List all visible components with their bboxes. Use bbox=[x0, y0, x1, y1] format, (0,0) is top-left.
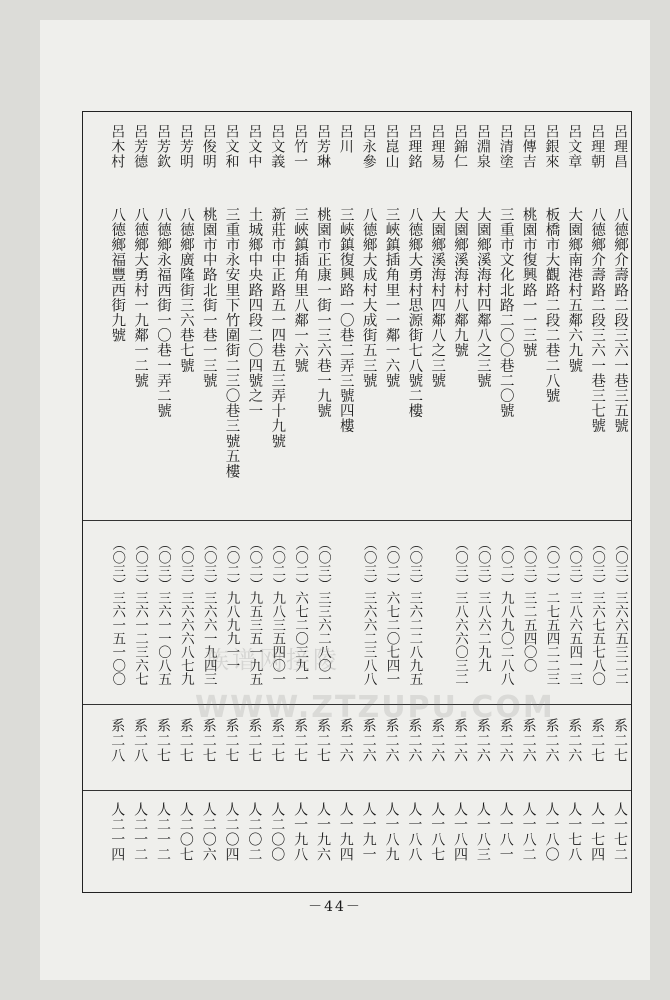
entry-phone: （〇二）九八九〇二八八 bbox=[497, 537, 514, 686]
entry-address: 大園鄉溪海村八鄰九號 bbox=[452, 207, 469, 358]
entry-address: 大園鄉南港村五鄰六九號 bbox=[566, 207, 583, 374]
entry-phone: （〇二）六七二〇七四一 bbox=[383, 537, 400, 686]
entry-column bbox=[175, 112, 197, 892]
entry-generation: 系二七 bbox=[200, 718, 217, 763]
entry-phone: （〇三）三六六二三八八 bbox=[360, 537, 377, 686]
entry-phone: （〇三）三八六六〇三二 bbox=[452, 537, 469, 686]
genealogy-table bbox=[82, 111, 632, 893]
entry-column bbox=[495, 112, 517, 892]
entry-phone: （〇二）二七五四二二三 bbox=[543, 537, 560, 686]
entry-column bbox=[198, 112, 220, 892]
entry-column bbox=[289, 112, 311, 892]
entry-rank: 人二〇〇 bbox=[269, 802, 286, 862]
entry-phone: （〇二）六七二〇三九一 bbox=[292, 537, 309, 686]
entry-column bbox=[312, 112, 334, 892]
entry-name: 呂芳德 bbox=[132, 124, 149, 169]
entry-phone: （〇三）三六六五三二二 bbox=[612, 537, 628, 686]
entry-column bbox=[540, 112, 562, 892]
entry-rank: 人一七八 bbox=[566, 802, 583, 862]
entry-address: 三重市永安里下竹圍街二三〇巷三號五樓 bbox=[223, 207, 240, 479]
entry-generation: 系二六 bbox=[360, 718, 377, 763]
entry-rank: 人一七四 bbox=[589, 802, 606, 862]
entry-name: 呂芳琳 bbox=[314, 124, 331, 169]
entry-name: 呂理昌 bbox=[612, 124, 628, 169]
entry-address: 八德鄉大成村大成街五三號 bbox=[360, 207, 377, 389]
entry-column bbox=[266, 112, 288, 892]
entry-address: 桃園市中路北街一巷一三號 bbox=[200, 207, 217, 389]
entry-column bbox=[563, 112, 585, 892]
entry-column bbox=[586, 112, 608, 892]
entry-rank: 人二〇七 bbox=[177, 802, 194, 862]
entry-generation: 系二七 bbox=[314, 718, 331, 763]
entry-rank: 人二一二 bbox=[155, 802, 171, 862]
entry-name: 呂理朝 bbox=[589, 124, 606, 169]
entry-generation: 系二六 bbox=[543, 718, 560, 763]
entry-address: 新莊市中正路五一四巷五三弄十九號 bbox=[269, 207, 286, 449]
entry-phone: （〇二）九五三五一九五 bbox=[246, 537, 263, 686]
entry-address: 桃園市復興路一一三號 bbox=[520, 207, 537, 358]
entry-rank: 人一九一 bbox=[360, 802, 377, 862]
entry-column bbox=[335, 112, 357, 892]
entry-address: 八德鄉廣隆街三六巷七號 bbox=[177, 207, 194, 374]
entry-phone: （〇二）九八九九一一 bbox=[223, 537, 240, 672]
entry-name: 呂竹一 bbox=[292, 124, 309, 169]
entry-name: 呂文和 bbox=[223, 124, 240, 169]
entry-rank: 人二〇四 bbox=[223, 802, 240, 862]
entry-address: 大園鄉溪海村四鄰八之三號 bbox=[429, 207, 446, 389]
entry-rank: 人一九六 bbox=[314, 802, 331, 862]
entry-column bbox=[381, 112, 403, 892]
entry-phone: （〇三）三六七五七八〇 bbox=[589, 537, 606, 686]
entry-generation: 系二八 bbox=[132, 718, 149, 763]
entry-phone: （〇三）三六一一〇八五 bbox=[155, 537, 171, 686]
entry-generation: 系二六 bbox=[474, 718, 491, 763]
entry-phone: （〇三）三六六六八七九 bbox=[177, 537, 194, 686]
entry-generation: 系二六 bbox=[337, 718, 354, 763]
entry-rank: 人一八〇 bbox=[543, 802, 560, 862]
entry-name: 呂淵泉 bbox=[474, 124, 491, 169]
entry-address: 八德鄉大勇村一九鄰一二號 bbox=[132, 207, 149, 389]
entry-generation: 系二六 bbox=[452, 718, 469, 763]
entry-rank: 人一八二 bbox=[520, 802, 537, 862]
entry-column bbox=[609, 112, 631, 892]
entry-rank: 人一八一 bbox=[497, 802, 514, 862]
entry-address: 三重市文化北路二〇〇巷二〇號 bbox=[497, 207, 514, 419]
entry-column bbox=[518, 112, 540, 892]
entry-name: 呂文義 bbox=[269, 124, 286, 169]
entry-name: 呂錦仁 bbox=[452, 124, 469, 169]
entry-column bbox=[358, 112, 380, 892]
entry-rank: 人一八七 bbox=[429, 802, 446, 862]
entry-generation: 系二七 bbox=[589, 718, 606, 763]
entry-generation: 系二六 bbox=[520, 718, 537, 763]
entry-address: 大園鄉溪海村四鄰八之三號 bbox=[474, 207, 491, 389]
entry-rank: 人二一二 bbox=[132, 802, 149, 862]
entry-name: 呂永參 bbox=[360, 124, 377, 169]
entry-rank: 人二一四 bbox=[109, 802, 126, 862]
entry-name: 呂理易 bbox=[429, 124, 446, 169]
entry-address: 八德鄉大勇村思源街七八號二樓 bbox=[406, 207, 423, 419]
entry-phone: （〇三）三六二二八九五 bbox=[406, 537, 423, 686]
entry-generation: 系二七 bbox=[246, 718, 263, 763]
page-number: －44－ bbox=[308, 899, 362, 915]
entry-rank: 人一八九 bbox=[383, 802, 400, 862]
entry-column bbox=[243, 112, 265, 892]
entry-rank: 人一九四 bbox=[337, 802, 354, 862]
watermark-url: WWW.ZTZUPU.COM bbox=[195, 690, 555, 725]
entry-column bbox=[403, 112, 425, 892]
entry-generation: 系二八 bbox=[109, 718, 126, 763]
entry-address: 土城鄉中央路四段二〇四號之一 bbox=[246, 207, 263, 419]
entry-rank: 人一九八 bbox=[292, 802, 309, 862]
entry-phone: （〇二）九八三五四〇一 bbox=[269, 537, 286, 686]
entry-name: 呂文章 bbox=[566, 124, 583, 169]
entry-generation: 系二六 bbox=[429, 718, 446, 763]
entry-name: 呂崑山 bbox=[383, 124, 400, 169]
entry-generation: 系二七 bbox=[269, 718, 286, 763]
entry-generation: 系二七 bbox=[292, 718, 309, 763]
entry-address: 八德鄉福豐西街九號 bbox=[109, 207, 126, 343]
entry-column bbox=[426, 112, 448, 892]
entry-address: 板橋市大觀路二段二巷二八號 bbox=[543, 207, 560, 404]
entry-generation: 系二六 bbox=[566, 718, 583, 763]
entry-generation: 系二七 bbox=[177, 718, 194, 763]
entry-address: 三峽鎮復興路一〇巷二弄三號四樓 bbox=[337, 207, 354, 434]
entry-name: 呂文中 bbox=[246, 124, 263, 169]
entry-generation: 系二七 bbox=[155, 718, 171, 763]
watermark-site-name: 族谱网接陵 bbox=[205, 646, 340, 674]
entry-address: 三峽鎮插角里八鄰一六號 bbox=[292, 207, 309, 374]
entry-rank: 人二〇二 bbox=[246, 802, 263, 862]
entry-address: 八德鄉永福西街一〇巷一弄二號 bbox=[155, 207, 171, 419]
entry-name: 呂芳欽 bbox=[155, 124, 171, 169]
entry-generation: 系二七 bbox=[612, 718, 628, 763]
entry-rank: 人二〇六 bbox=[200, 802, 217, 862]
entry-generation: 系二六 bbox=[497, 718, 514, 763]
entry-address: 三峽鎮插角里一一鄰一六號 bbox=[383, 207, 400, 389]
entry-phone: （〇三）三八六二九九 bbox=[474, 537, 491, 672]
entry-column bbox=[152, 112, 174, 892]
entry-address: 八德鄉介壽路二段三六一巷三七號 bbox=[589, 207, 606, 434]
entry-phone: （〇三）三八六五四一三 bbox=[566, 537, 583, 686]
entry-address: 桃園市正康一街一三六巷一九號 bbox=[314, 207, 331, 419]
entry-generation: 系二七 bbox=[223, 718, 240, 763]
entry-phone: （〇三）三六六一九四三 bbox=[200, 537, 217, 686]
entry-rank: 人一八三 bbox=[474, 802, 491, 862]
entry-name: 呂川 bbox=[337, 124, 354, 154]
entry-phone: （〇三）三六一二三六七 bbox=[132, 537, 149, 686]
entry-name: 呂木村 bbox=[109, 124, 126, 169]
entry-generation: 系二六 bbox=[383, 718, 400, 763]
entry-name: 呂俊明 bbox=[200, 124, 217, 169]
entry-phone: （〇三）三六一五一〇〇 bbox=[109, 537, 126, 686]
entry-phone: （〇三）三三六二八〇一 bbox=[314, 537, 331, 686]
entry-phone: （〇三）三二五四〇〇 bbox=[520, 537, 537, 672]
entry-column bbox=[129, 112, 151, 892]
entry-name: 呂傳吉 bbox=[520, 124, 537, 169]
entry-column bbox=[472, 112, 494, 892]
entry-column bbox=[221, 112, 243, 892]
entry-column bbox=[449, 112, 471, 892]
entry-name: 呂銀來 bbox=[543, 124, 560, 169]
entry-name: 呂芳明 bbox=[177, 124, 194, 169]
entry-name: 呂清塗 bbox=[497, 124, 514, 169]
entry-name: 呂理銘 bbox=[406, 124, 423, 169]
entry-rank: 人一七二 bbox=[612, 802, 628, 862]
entry-address: 八德鄉介壽路二段三六一巷三五號 bbox=[612, 207, 628, 434]
entry-rank: 人一八八 bbox=[406, 802, 423, 862]
entry-column bbox=[106, 112, 128, 892]
entry-generation: 系二六 bbox=[406, 718, 423, 763]
entry-rank: 人一八四 bbox=[452, 802, 469, 862]
